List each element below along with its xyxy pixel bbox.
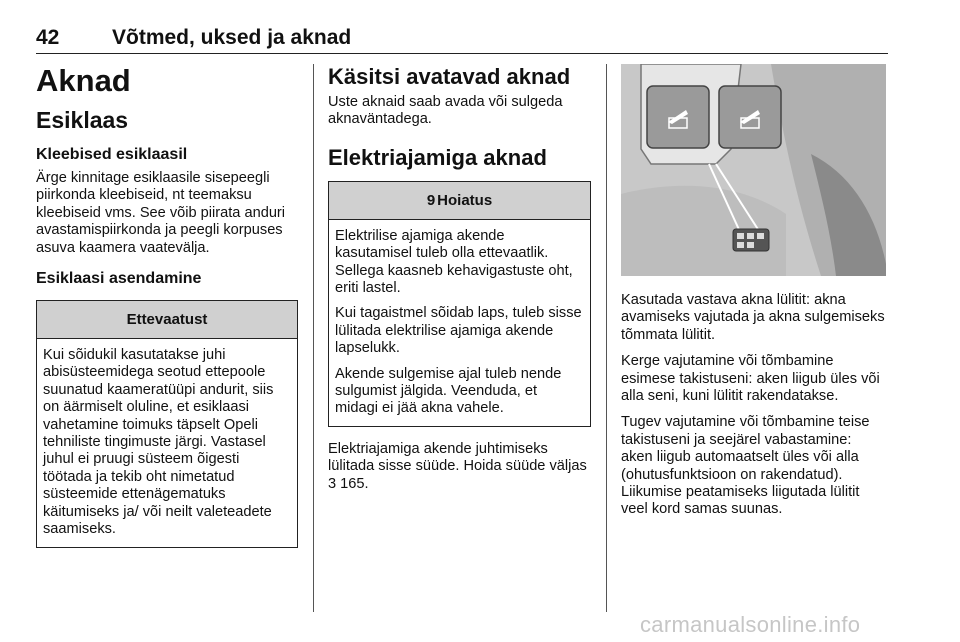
caution-box <box>36 300 298 547</box>
watermark: carmanualsonline.info <box>640 612 861 637</box>
warning-paragraph: Akende sulgemise ajal tuleb nende sulgumist jälgida. Veenduda, et midagi ei jää akna vahele. <box>335 365 562 417</box>
column-middle <box>328 64 591 493</box>
window-switch-illustration <box>621 64 886 276</box>
column-left <box>36 64 298 548</box>
page-header <box>36 24 888 54</box>
body-text: Tugev vajutamine või tõmbamine teise takistuseni ja seejärel vabastamine: aken liigub automaatselt üles või alla (ohutusfunktsioon on rakendatud). Liikumise peatamiseks liigutada lülitit veel kord samas suunas. <box>621 414 870 518</box>
column-divider <box>606 64 607 612</box>
chapter-title: Võtmed, uksed ja aknad <box>112 26 352 49</box>
body-text: Ärge kinnitage esiklaasile sisepeegli piirkonda kleebiseid, nt teemaksu kleebiseid vms. See võib piirata anduri avastamispiirkonda ja peegli korpuses asuva kaamera vaatevälja. <box>36 170 286 256</box>
warning-paragraph: Kui tagaistmel sõidab laps, tuleb sisse lülitada elektrilise ajamiga akende lapselukk. <box>335 305 582 357</box>
subsection-heading: Esiklaas <box>36 107 129 133</box>
topic-heading: Kleebised esiklaasil <box>36 146 188 163</box>
caution-title: Ettevaatust <box>37 301 297 339</box>
body-text: Elektriajamiga akende juhtimiseks lülitada sisse süüde. Hoida süüde väljas 3 165. <box>328 440 587 492</box>
warning-box <box>328 181 591 427</box>
body-text: Uste aknaid saab avada või sulgeda aknaväntadega. <box>328 94 563 128</box>
topic-heading: Esiklaasi asendamine <box>36 270 202 288</box>
body-text: Kasutada vastava akna lülitit: akna avamiseks vajutada ja akna sulgemiseks tõmmata lülitit. <box>621 292 885 343</box>
body-text: Kerge vajutamine või tõmbamine esimese takistuseni: aken liigub üles või alla seni, kuni lülitit rakendatakse. <box>621 353 880 405</box>
section-heading: Aknad <box>36 63 131 98</box>
warning-paragraph: Elektrilise ajamiga akende kasutamisel tuleb olla ettevaatlik. Sellega kaasneb kehavigastuste oht, eriti lastel. <box>335 227 573 297</box>
section-heading: Elektriajamiga aknad <box>328 144 547 170</box>
page-number: 42 <box>36 26 60 49</box>
warning-title: Hoiatus <box>437 191 493 209</box>
caution-text: Kui sõidukil kasutatakse juhi abisüsteemidega seotud ettepoole suunatud kaameratüüpi andurit, siis on äärmiselt oluline, et esiklaasi vahetamine toimuks täpselt Opeli tehniliste tingimuste järgi. Vastasel juhul ei pruugi süsteem õigesti töötada ja tekib oht nimetatud süsteemide ettenägematuks käitumiseks ja/ või neilt valeteadete saamiseks. <box>43 347 274 538</box>
column-divider <box>313 64 314 612</box>
warning-header <box>329 182 590 220</box>
column-right <box>621 64 886 519</box>
section-heading: Käsitsi avatavad aknad <box>328 64 571 89</box>
warning-icon: 9 <box>426 191 436 209</box>
